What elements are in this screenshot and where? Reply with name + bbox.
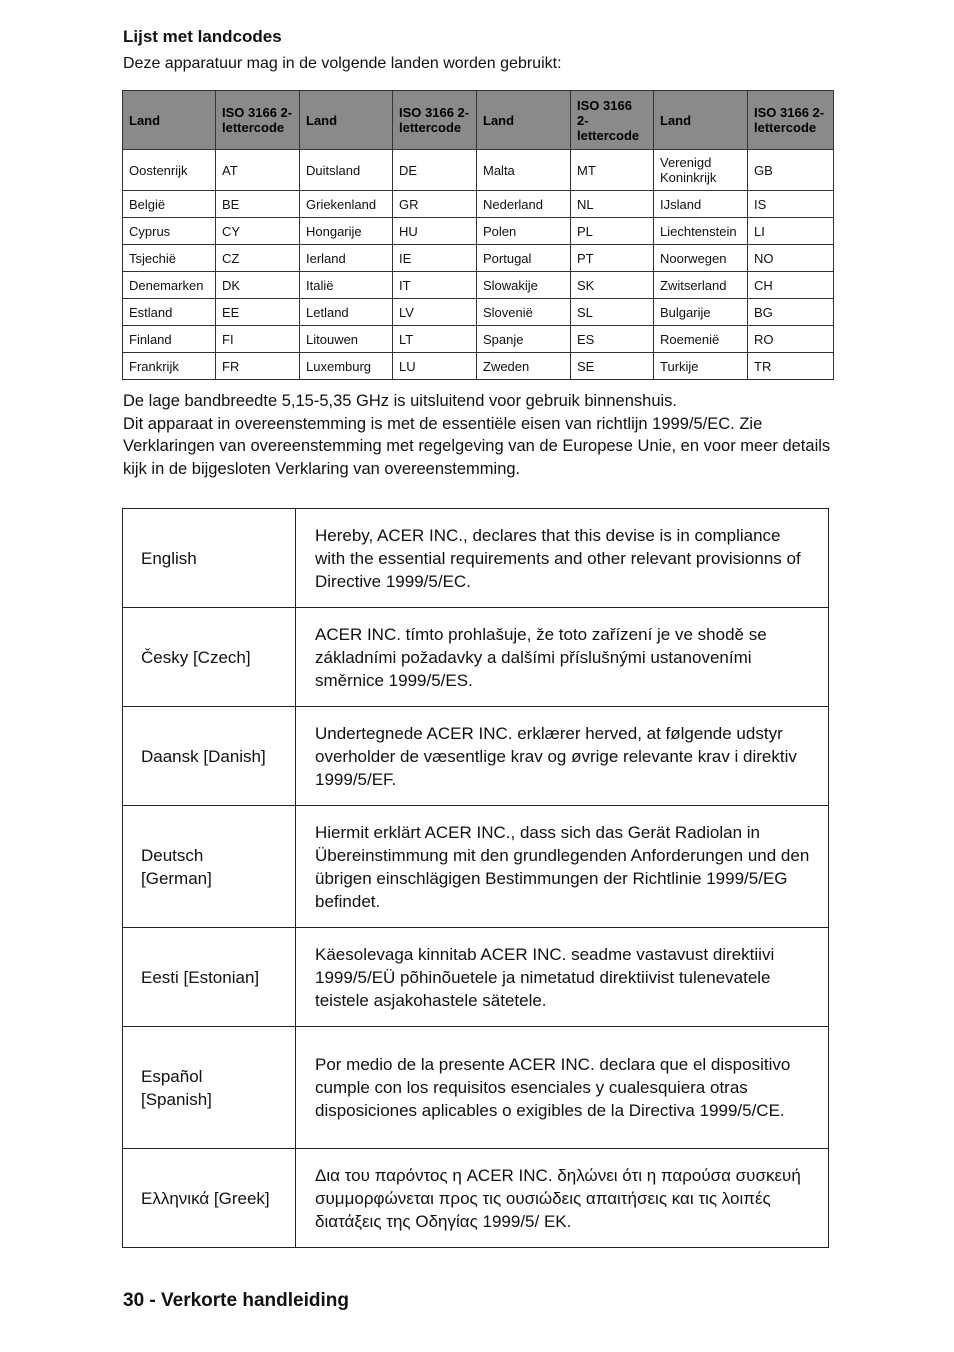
declaration-row (123, 806, 829, 928)
country-code-cell: RO (748, 326, 834, 353)
country-name-cell: Nederland (477, 191, 571, 218)
table-row (123, 245, 834, 272)
declaration-language: Česky [Czech] (123, 608, 296, 707)
declaration-language: Español [Spanish] (123, 1027, 296, 1149)
table-row (123, 326, 834, 353)
country-code-cell: PT (571, 245, 654, 272)
country-name-cell: Hongarije (300, 218, 393, 245)
country-name-cell: Spanje (477, 326, 571, 353)
country-name-cell: Denemarken (123, 272, 216, 299)
country-name-cell: Oostenrijk (123, 150, 216, 191)
country-name-cell: Slovenië (477, 299, 571, 326)
table-row (123, 218, 834, 245)
country-code-cell: FI (216, 326, 300, 353)
country-name-cell: IJsland (654, 191, 748, 218)
country-code-cell: TR (748, 353, 834, 380)
table-row (123, 272, 834, 299)
country-code-cell: IE (393, 245, 477, 272)
country-name-cell: Liechtenstein (654, 218, 748, 245)
paragraph-line: De lage bandbreedte 5,15-5,35 GHz is uitsluitend voor gebruik binnenshuis. (123, 392, 678, 410)
country-name-cell: Letland (300, 299, 393, 326)
country-name-cell: Turkije (654, 353, 748, 380)
page-footer: 30 - Verkorte handleiding (123, 1290, 349, 1311)
declaration-row (123, 1149, 829, 1248)
column-header: ISO 3166 2-lettercode (571, 91, 654, 150)
intro-text: Deze apparatuur mag in de volgende landen worden gebruikt: (123, 55, 562, 72)
declaration-row (123, 1027, 829, 1149)
country-name-cell: Luxemburg (300, 353, 393, 380)
paragraph-line: Dit apparaat in overeenstemming is met de essentiële eisen van richtlijn 1999/5/EC. Zie Verklaringen van overeenstemming met regelgeving van de Europese Unie, en voor meer details kijk in de bijgesloten Verklaring van overeenstemming. (123, 414, 831, 478)
declaration-table (122, 508, 829, 1248)
country-name-cell: Estland (123, 299, 216, 326)
country-code-cell: HU (393, 218, 477, 245)
country-code-cell: LI (748, 218, 834, 245)
country-code-cell: LU (393, 353, 477, 380)
country-code-cell: IT (393, 272, 477, 299)
country-name-cell: Noorwegen (654, 245, 748, 272)
table-row (123, 353, 834, 380)
country-code-table (122, 90, 834, 380)
country-code-cell: GR (393, 191, 477, 218)
table-row (123, 299, 834, 326)
country-code-cell: BE (216, 191, 300, 218)
country-code-cell: PL (571, 218, 654, 245)
country-name-cell: Slowakije (477, 272, 571, 299)
country-name-cell: Bulgarije (654, 299, 748, 326)
declaration-text: Hereby, ACER INC., declares that this devise is in compliance with the essential requirements and other relevant provisionns of Directive 1999/5/EC. (296, 509, 829, 608)
country-name-cell: Tsjechië (123, 245, 216, 272)
country-code-cell: EE (216, 299, 300, 326)
declaration-text: Por medio de la presente ACER INC. declara que el dispositivo cumple con los requisitos esenciales y cualesquiera otras disposiciones aplicables o exigibles de la Directiva 1999/5/CE. (296, 1027, 829, 1149)
country-name-cell: Polen (477, 218, 571, 245)
declaration-language: English (123, 509, 296, 608)
declaration-row (123, 509, 829, 608)
country-code-cell: LT (393, 326, 477, 353)
country-name-cell: Finland (123, 326, 216, 353)
column-header: Land (654, 91, 748, 150)
country-name-cell: België (123, 191, 216, 218)
column-header: Land (300, 91, 393, 150)
declaration-language: Deutsch [German] (123, 806, 296, 928)
country-code-cell: CH (748, 272, 834, 299)
declaration-text: Δια του παρόντος η ACER INC. δηλώνει ότι η παρούσα συσκευή συμμορφώνεται προς τις ουσιώδεις απαιτήσεις και τις λοιπές διατάξεις της Οδηγίας 1999/5/ ΕΚ. (296, 1149, 829, 1248)
country-code-cell: NO (748, 245, 834, 272)
declaration-row (123, 707, 829, 806)
country-code-cell: SL (571, 299, 654, 326)
table-row (123, 191, 834, 218)
country-name-cell: Roemenië (654, 326, 748, 353)
country-code-cell: MT (571, 150, 654, 191)
country-code-cell: SK (571, 272, 654, 299)
country-name-cell: Litouwen (300, 326, 393, 353)
declaration-text: Undertegnede ACER INC. erklærer herved, at følgende udstyr overholder de væsentlige krav og øvrige relevante krav i direktiv 1999/5/EF. (296, 707, 829, 806)
column-header: ISO 3166 2-lettercode (748, 91, 834, 150)
declaration-text: Käesolevaga kinnitab ACER INC. seadme vastavust direktiivi 1999/5/EÜ põhinõuetele ja nimetatud direktiivist tulenevatele teistele asjakohastele sätetele. (296, 928, 829, 1027)
declaration-text: Hiermit erklärt ACER INC., dass sich das Gerät Radiolan in Übereinstimmung mit den grundlegenden Anforderungen und den übrigen einschlägigen Bestimmungen der Richtlinie 1999/5/EG befindet. (296, 806, 829, 928)
country-code-cell: CY (216, 218, 300, 245)
page-heading: Lijst met landcodes (123, 27, 282, 46)
column-header: ISO 3166 2-lettercode (216, 91, 300, 150)
compliance-paragraph (123, 390, 835, 480)
country-code-cell: LV (393, 299, 477, 326)
country-name-cell: Italië (300, 272, 393, 299)
country-code-cell: DK (216, 272, 300, 299)
declaration-language: Eesti [Estonian] (123, 928, 296, 1027)
country-name-cell: Zweden (477, 353, 571, 380)
country-name-cell: Zwitserland (654, 272, 748, 299)
country-name-cell: Griekenland (300, 191, 393, 218)
country-code-cell: ES (571, 326, 654, 353)
declaration-language: Daansk [Danish] (123, 707, 296, 806)
country-name-cell: Portugal (477, 245, 571, 272)
declaration-text: ACER INC. tímto prohlašuje, že toto zařízení je ve shodě se základními požadavky a dalšími příslušnými ustanoveními směrnice 1999/5/ES. (296, 608, 829, 707)
country-name-cell: Ierland (300, 245, 393, 272)
column-header: ISO 3166 2-lettercode (393, 91, 477, 150)
declaration-language: Ελληνικά [Greek] (123, 1149, 296, 1248)
country-code-cell: AT (216, 150, 300, 191)
declaration-row (123, 928, 829, 1027)
country-name-cell: Cyprus (123, 218, 216, 245)
country-name-cell: Malta (477, 150, 571, 191)
table-header-row (123, 91, 834, 150)
country-code-cell: GB (748, 150, 834, 191)
country-name-cell: Verenigd Koninkrijk (654, 150, 748, 191)
country-code-cell: CZ (216, 245, 300, 272)
country-name-cell: Frankrijk (123, 353, 216, 380)
table-row (123, 150, 834, 191)
country-code-cell: BG (748, 299, 834, 326)
country-code-cell: FR (216, 353, 300, 380)
country-code-cell: NL (571, 191, 654, 218)
country-code-cell: IS (748, 191, 834, 218)
country-code-cell: DE (393, 150, 477, 191)
column-header: Land (123, 91, 216, 150)
column-header: Land (477, 91, 571, 150)
country-code-cell: SE (571, 353, 654, 380)
country-name-cell: Duitsland (300, 150, 393, 191)
declaration-row (123, 608, 829, 707)
